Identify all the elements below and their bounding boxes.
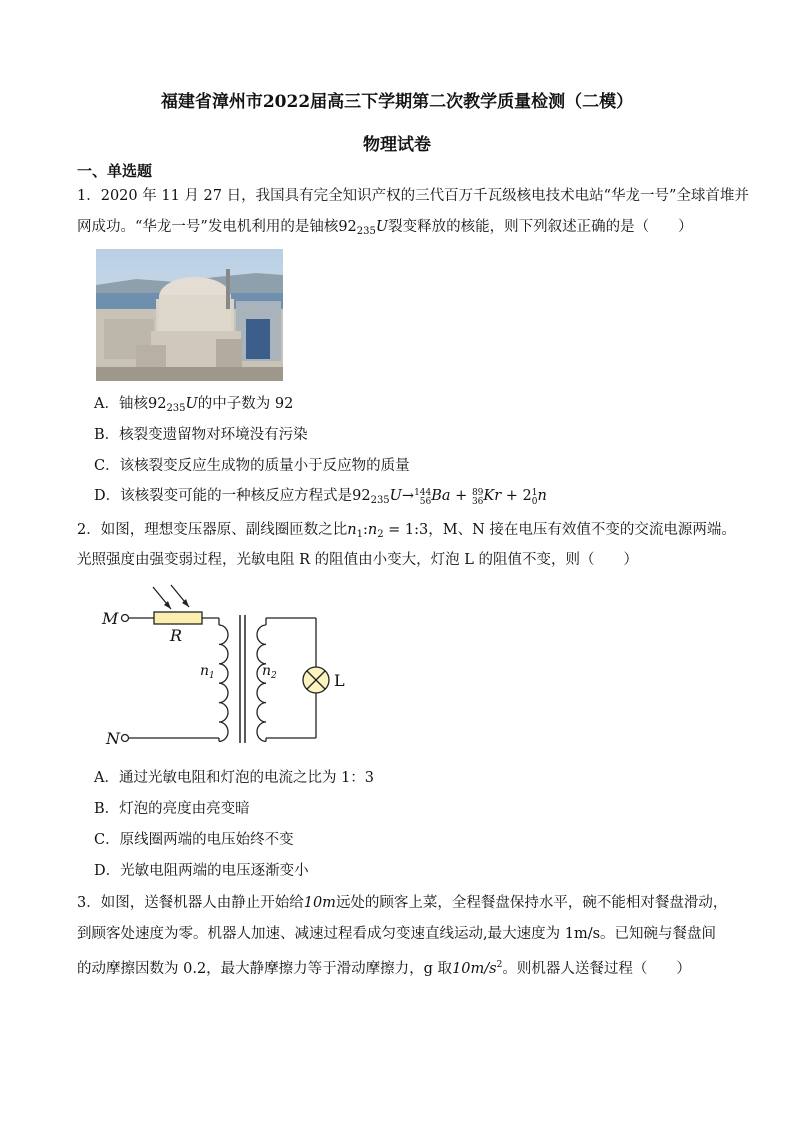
- secondary-coil: [257, 625, 266, 741]
- q2-stem-line1: 2．如图，理想变压器原、副线圈匝数之比$n_1:n_2$ = 1:3，M、N 接在电压有效值不变的交流电源两端。: [77, 522, 736, 540]
- page-title: 福建省漳州市2022届高三下学期第二次教学质量检测（二模）: [160, 92, 634, 112]
- svg-text:M: M: [102, 609, 119, 628]
- svg-text:n1: $n_1$: [200, 663, 215, 681]
- q3-stem-line1: 3．如图，送餐机器人由静止开始给10m远处的顾客上菜，全程餐盘保持水平，碗不能相对餐盘滑动，: [77, 895, 728, 911]
- q3-stem-line3: 的动摩擦因数为 0.2，最大静摩擦力等于滑动摩擦力，g 取$10m/s^2$。则机器人送餐过程（ ）: [77, 960, 691, 977]
- photoresistor: [154, 612, 202, 624]
- svg-text:n2: $n_2$: [262, 663, 277, 681]
- q2-stem-line2: 光照强度由强变弱过程，光敏电阻 R 的阻值由小变大，灯泡 L 的阻值不变，则（ ）: [77, 552, 638, 568]
- svg-text:N: N: [106, 729, 120, 748]
- q1-stem-line2: 网成功。“华龙一号”发电机利用的是铀核$92_{235}U$裂变释放的核能，则下列叙述正确的是（ ）: [77, 219, 693, 237]
- page-subtitle: 物理试卷: [363, 135, 431, 155]
- q1-option-b[interactable]: B．核裂变遗留物对环境没有污染: [94, 427, 308, 443]
- terminal-n: [122, 735, 129, 742]
- terminal-m: [122, 615, 129, 622]
- primary-coil: [219, 625, 228, 741]
- q1-option-a[interactable]: A．铀核$92_{235}U$的中子数为 92: [94, 396, 294, 414]
- q2-option-d[interactable]: D．光敏电阻两端的电压逐渐变小: [94, 863, 309, 879]
- q1-stem-line1: 1．2020 年 11 月 27 日，我国具有完全知识产权的三代百万千瓦级核电技术电站“华龙一号”全球首堆并: [77, 188, 749, 204]
- q1-option-d[interactable]: D．该核裂变可能的一种核反应方程式是$92_{235}U\to 144$ 56Ba + 89 36Kr + 21 0n: [94, 488, 547, 507]
- q3-stem-line2: 到顾客处速度为零。机器人加速、减速过程看成匀变速直线运动,最大速度为 1m/s。已知碗与餐盘间: [77, 926, 717, 942]
- nuclear-plant-photo: [96, 249, 283, 381]
- q1-option-c[interactable]: C．该核裂变反应生成物的质量小于反应物的质量: [94, 458, 410, 474]
- svg-text:R: R: [170, 626, 183, 645]
- q2-option-a[interactable]: A．通过光敏电阻和灯泡的电流之比为 1：3: [94, 770, 375, 786]
- q2-option-b[interactable]: B．灯泡的亮度由亮变暗: [94, 801, 250, 817]
- transformer-circuit-diagram: [98, 583, 358, 753]
- section-heading: 一、单选题: [77, 162, 153, 180]
- q2-option-c[interactable]: C．原线圈两端的电压始终不变: [94, 832, 294, 848]
- svg-text:L: L: [334, 671, 345, 690]
